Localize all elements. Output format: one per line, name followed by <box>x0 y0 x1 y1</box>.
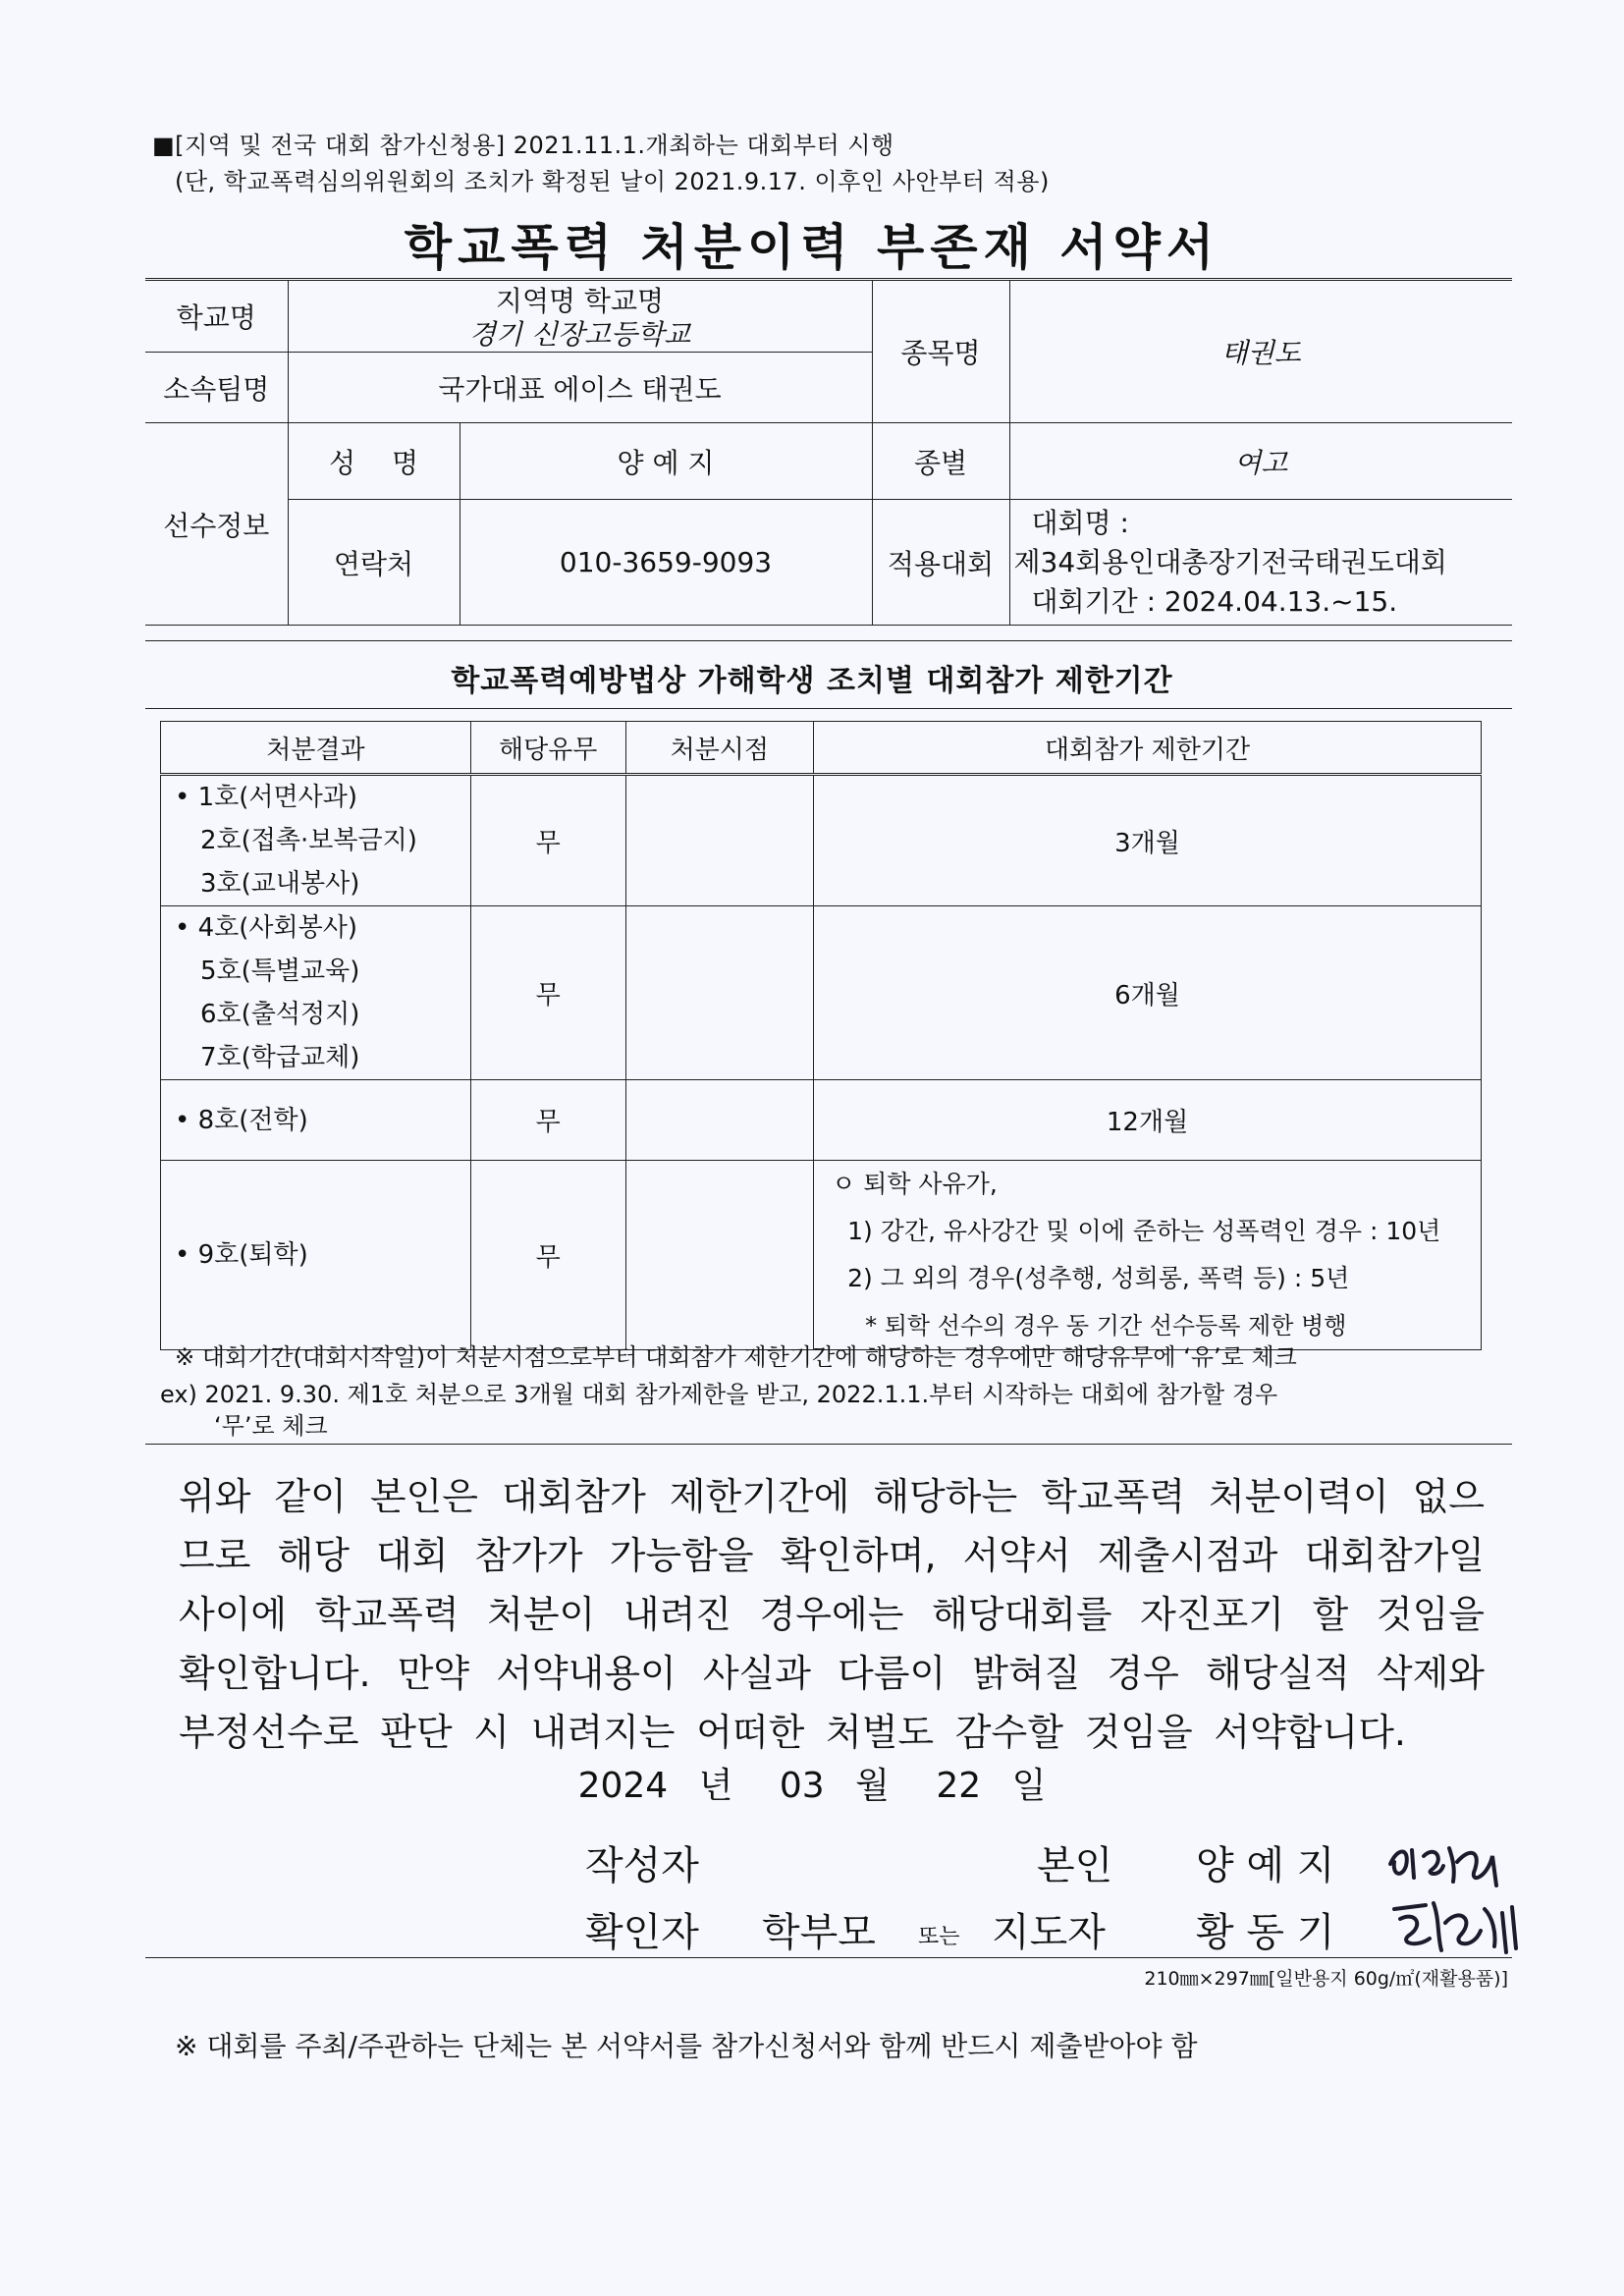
pledge-line: 므로 해당 대회 참가가 가능함을 확인하며, 서약서 제출시점과 대회참가일 <box>179 1534 1485 1577</box>
items-cell: • 1호(서면사과) 2호(접촉·보복금지) 3호(교내봉사) <box>161 775 471 906</box>
date-day-unit: 일 <box>1011 1766 1047 1806</box>
coach-label: 지도자 <box>992 1910 1106 1955</box>
paper-spec: 210㎜×297㎜[일반용지 60g/㎡(재활용품)] <box>1144 1968 1508 1990</box>
gender-label: 종별 <box>872 423 1009 500</box>
col-header-period: 대회참가 제한기간 <box>814 722 1482 775</box>
athlete-label: 선수정보 <box>145 423 288 626</box>
col-header-result: 처분결과 <box>161 722 471 775</box>
note-3: ‘무’로 체크 <box>214 1412 328 1440</box>
sport-value: 태권도 <box>1009 281 1512 423</box>
signature-rule <box>145 1957 1512 1958</box>
applicable-value: 무 <box>470 1161 625 1350</box>
event-name: 제34회용인대총장기전국태권도대회 <box>1013 545 1447 578</box>
info-bottom-rule <box>145 640 1512 641</box>
item: 4호(사회봉사) <box>197 913 358 943</box>
period-value: 12개월 <box>814 1080 1482 1161</box>
time-value <box>625 775 814 906</box>
period-value: 6개월 <box>814 906 1482 1080</box>
pledge-line: 부정선수로 판단 시 내려지는 어떠한 처벌도 감수할 것임을 서약합니다. <box>179 1711 1406 1754</box>
table-row <box>161 1080 1482 1161</box>
pledge-line: 위와 같이 본인은 대회참가 제한기간에 해당하는 학교폭력 처분이력이 없으 <box>179 1475 1485 1518</box>
header-line-1: ■[지역 및 전국 대회 참가신청용] 2021.11.1.개최하는 대회부터 시행 <box>152 132 894 159</box>
info-table <box>145 280 1512 626</box>
self-signature <box>1384 1827 1512 1895</box>
item: 1호(서면사과) <box>197 783 358 812</box>
coach-name: 황 동 기 <box>1196 1910 1335 1955</box>
school-value: 경기 신장고등학교 <box>468 318 691 351</box>
event-period: 대회기간 : 2024.04.13.~15. <box>1031 584 1398 618</box>
items-cell: • 9호(퇴학) <box>161 1161 471 1350</box>
name-label: 성 명 <box>288 423 460 500</box>
coach-signature <box>1386 1889 1534 1960</box>
date-year-unit: 년 <box>698 1766 733 1806</box>
name-value: 양 예 지 <box>460 423 872 500</box>
expulsion-note: * 퇴학 선수의 경우 동 기간 선수등록 제한 병행 <box>865 1312 1347 1339</box>
date-day: 22 <box>936 1766 982 1806</box>
applicable-value: 무 <box>470 1080 625 1161</box>
applicable-value: 무 <box>470 906 625 1080</box>
sport-label: 종목명 <box>872 281 1009 423</box>
table-row <box>161 1161 1482 1350</box>
item: 5호(특별교육) <box>200 957 360 986</box>
date-month-unit: 월 <box>855 1766 890 1806</box>
col-header-applicable: 해당유무 <box>470 722 625 775</box>
expulsion-note: ㅇ 퇴학 사유가, <box>832 1170 998 1198</box>
expulsion-note: 1) 강간, 유사강간 및 이에 준하는 성폭력인 경우 : 10년 <box>847 1217 1441 1245</box>
date-month: 03 <box>779 1766 825 1806</box>
school-label: 학교명 <box>145 281 288 353</box>
table-row <box>161 906 1482 1080</box>
table-row <box>161 775 1482 906</box>
event-label: 적용대회 <box>872 500 1009 626</box>
item: 3호(교내봉사) <box>200 869 360 899</box>
team-value: 국가대표 에이스 태권도 <box>288 353 872 423</box>
contact-label: 연락처 <box>288 500 460 626</box>
date-year: 2024 <box>577 1766 669 1806</box>
restriction-table <box>160 721 1482 1350</box>
document-title: 학교폭력 처분이력 부존재 서약서 <box>404 219 1220 276</box>
or-label: 또는 <box>918 1925 960 1949</box>
time-value <box>625 1080 814 1161</box>
item: 9호(퇴학) <box>197 1240 308 1270</box>
top-rule <box>145 278 1512 279</box>
item: 2호(접촉·보복금지) <box>200 826 417 855</box>
note-1: ※ 대회기간(대회시작일)이 처분시점으로부터 대회참가 제한기간에 해당하는 경우에만 해당유무에 ‘유’로 체크 <box>175 1343 1297 1371</box>
restriction-title: 학교폭력예방법상 가해학생 조치별 대회참가 제한기간 <box>451 664 1173 698</box>
expulsion-note: 2) 그 외의 경우(성추행, 성희롱, 폭력 등) : 5년 <box>847 1264 1350 1292</box>
item: 7호(학급교체) <box>200 1043 360 1072</box>
team-label: 소속팀명 <box>145 353 288 423</box>
items-cell: • 4호(사회봉사) 5호(특별교육) 6호(출석정지) 7호(학급교체) <box>161 906 471 1080</box>
contact-value: 010-3659-9093 <box>460 500 872 626</box>
applicable-value: 무 <box>470 775 625 906</box>
confirmer-label: 확인자 <box>585 1910 699 1955</box>
gender-value: 여고 <box>1009 423 1512 500</box>
col-header-time: 처분시점 <box>625 722 814 775</box>
time-value <box>625 1161 814 1350</box>
footer-note: ※ 대회를 주최/주관하는 단체는 본 서약서를 참가신청서와 함께 반드시 제출받아야 함 <box>175 2030 1198 2062</box>
item: 8호(전학) <box>197 1105 308 1135</box>
expulsion-notes <box>814 1161 1482 1350</box>
pledge-line: 사이에 학교폭력 처분이 내려진 경우에는 해당대회를 자진포기 할 것임을 <box>179 1593 1485 1636</box>
school-cell <box>288 281 872 353</box>
pledge-line: 확인합니다. 만약 서약내용이 사실과 다름이 밝혀질 경우 해당실적 삭제와 <box>179 1652 1485 1695</box>
parent-label: 학부모 <box>762 1910 876 1955</box>
time-value <box>625 906 814 1080</box>
item: 6호(출석정지) <box>200 1000 360 1029</box>
event-name-label: 대회명 : <box>1031 506 1129 539</box>
event-cell <box>1009 500 1512 626</box>
period-value: 3개월 <box>814 775 1482 906</box>
pledge-date <box>0 1758 1624 1808</box>
self-label: 본인 <box>1037 1843 1113 1888</box>
writer-label: 작성자 <box>585 1843 699 1888</box>
restriction-rule <box>145 708 1512 709</box>
school-caption: 지역명 학교명 <box>495 285 665 317</box>
notes-rule <box>145 1444 1512 1445</box>
note-2: ex) 2021. 9.30. 제1호 처분으로 3개월 대회 참가제한을 받고, 2022.1.1.부터 시작하는 대회에 참가할 경우 <box>160 1381 1278 1408</box>
self-name: 양 예 지 <box>1196 1843 1335 1888</box>
header-line-2: (단, 학교폭력심의위원회의 조치가 확정된 날이 2021.9.17. 이후인 사안부터 적용) <box>175 168 1050 195</box>
items-cell: • 8호(전학) <box>161 1080 471 1161</box>
